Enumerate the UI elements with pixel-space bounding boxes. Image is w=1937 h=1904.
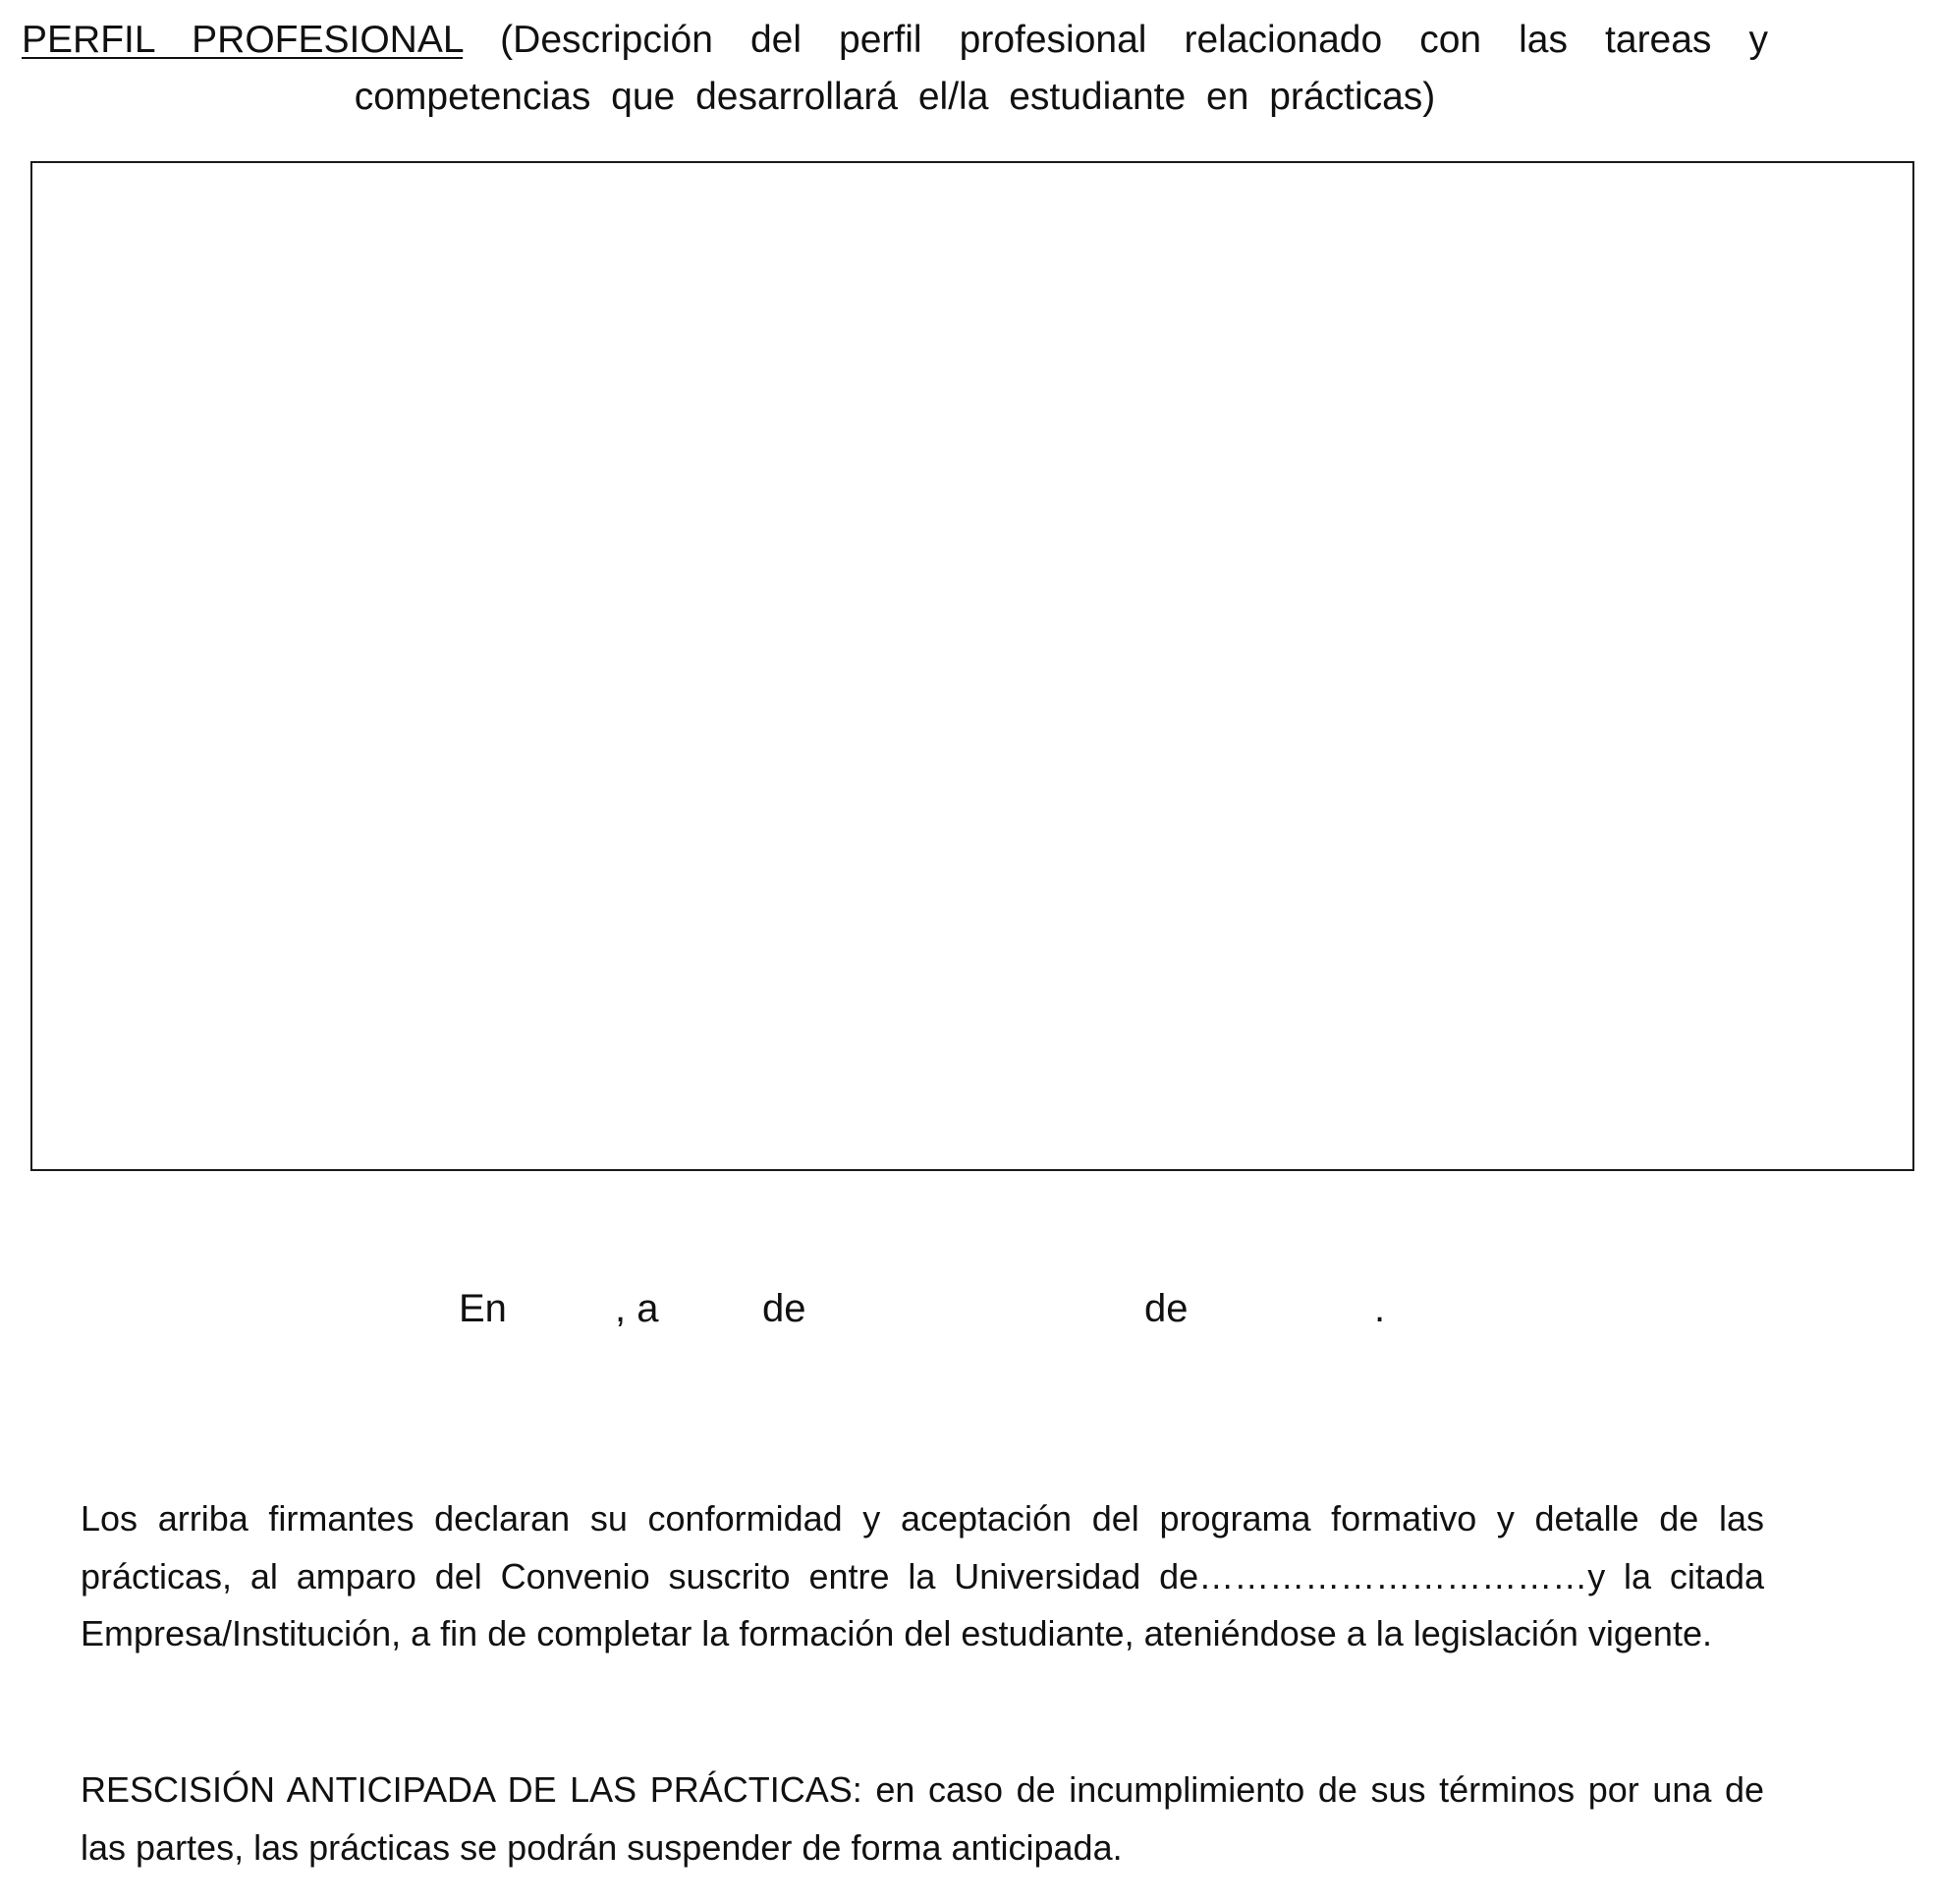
date-year-label: de	[1144, 1287, 1189, 1330]
date-end-period: .	[1374, 1287, 1386, 1330]
section-description: (Descripción del perfil profesional relacionado con las tareas y competencias que desarrollará el/la estudiante en prácticas)	[354, 19, 1768, 118]
date-line	[0, 1279, 1937, 1338]
section-heading	[22, 12, 1768, 126]
conformity-paragraph: Los arriba firmantes declaran su conformidad y aceptación del programa formativo y detalle de las prácticas, al amparo del Convenio suscrito entre la Universidad de……………………………y la citada Empresa/Institución, a fin de completar la formación del estudiante, ateniéndose a la legislación vigente.	[81, 1498, 1764, 1653]
date-month-label: de	[762, 1287, 806, 1330]
section-title: PERFIL PROFESIONAL	[22, 19, 464, 61]
date-day-label: , a	[615, 1287, 659, 1330]
rescission-paragraph: RESCISIÓN ANTICIPADA DE LAS PRÁCTICAS: en caso de incumplimiento de sus términos por una de las partes, las prácticas se podrán suspender de forma anticipada.	[81, 1769, 1764, 1868]
date-place-label: En	[459, 1287, 507, 1330]
profile-description-box[interactable]	[30, 161, 1914, 1171]
